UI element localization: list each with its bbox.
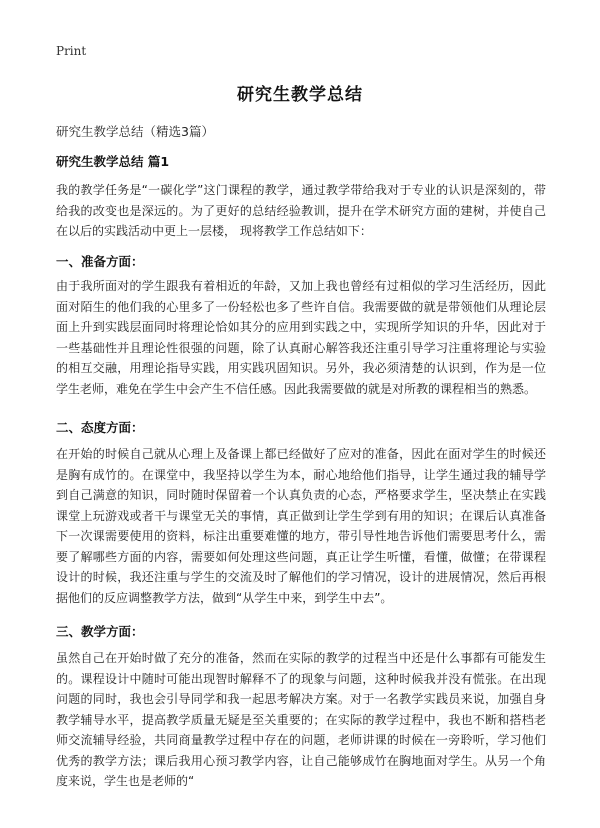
article-heading: 研究生教学总结 篇1 bbox=[56, 154, 170, 169]
intro-paragraph: 我的教学任务是“一碳化学”这门课程的教学，通过教学带给我对于专业的认识是深刻的，带给我的改变也是深远的。为了更好的总结经验教训，提升在学术研究方面的建树，并使自己在以后的实践活动中更上一层楼， 现将教学工作总结如下： bbox=[56, 183, 546, 238]
print-link[interactable]: Print bbox=[56, 44, 87, 58]
section-heading-preparation: 一、准备方面： bbox=[56, 254, 144, 269]
document-subtitle: 研究生教学总结（精选3篇） bbox=[56, 124, 214, 139]
section-body-teaching: 虽然自己在开始时做了充分的准备，然而在实际的教学的过程当中还是什么事都有可能发生的。课程设计中随时可能出现智时解释不了的现象与问题，这种时候我并没有慌张。在出现问题的同时，我也会引导同学和我一起思考解决方案。对于一名教学实践员来说，加强自身教学辅导水平，提高教学质量无疑是至关重要的；在实际的教学过程中，我也不断和搭档老师交流辅导经验，共同商量教学过程中存在的问题，老师讲课的时候在一旁聆听，学习他们优秀的教学方法；课后我用心预习教学内容，让自己能够成竹在胸地面对学生。从另一个角度来说，学生也是老师的“ bbox=[56, 651, 546, 788]
section-body-preparation: 由于我所面对的学生跟我有着相近的年龄，又加上我也曾经有过相似的学习生活经历，因此面对陌生的他们我的心里多了一份轻松也多了些许自信。我需要做的就是带领他们从理论层面上升到实践层面同时将理论恰如其分的应用到实践之中，实现所学知识的升华，因此对于一些基础性并且理论性很强的问题，除了认真耐心解答我还注重引导学习注重将理论与实验的相互交融，用理论指导实践，用实践巩固知识。另外，我必须清楚的认识到，作为是一位学生老师，难免在学生中会产生不信任感。因此我需要做的就是对所教的课程相当的熟悉。 bbox=[56, 279, 546, 396]
section-body-attitude: 在开始的时候自己就从心理上及备课上都已经做好了应对的准备，因此在面对学生的时候还是胸有成竹的。在课堂中，我坚持以学生为本，耐心地给他们指导，让学生通过我的辅导学到自己满意的知识，同时随时保留着一个认真负责的心态，严格要求学生，坚决禁止在实践课堂上玩游戏或者干与课堂无关的事情，真正做到让学生学到有用的知识；在课后认真准备下一次课需要使用的资料，标注出重要难懂的地方，带引导性地告诉他们需要思考什么，需要了解哪些方面的内容，需要如何处理这些问题，真正让学生听懂，看懂，做懂；在带课程设计的时候，我还注重与学生的交流及时了解他们的学习情况，设计的进展情况，然后再根据他们的反应调整教学方法，做到“从学生中来，到学生中去”。 bbox=[56, 447, 546, 605]
section-heading-attitude: 二、态度方面： bbox=[56, 420, 144, 435]
section-heading-teaching: 三、教学方面： bbox=[56, 624, 144, 639]
page-title: 研究生教学总结 bbox=[237, 85, 363, 105]
